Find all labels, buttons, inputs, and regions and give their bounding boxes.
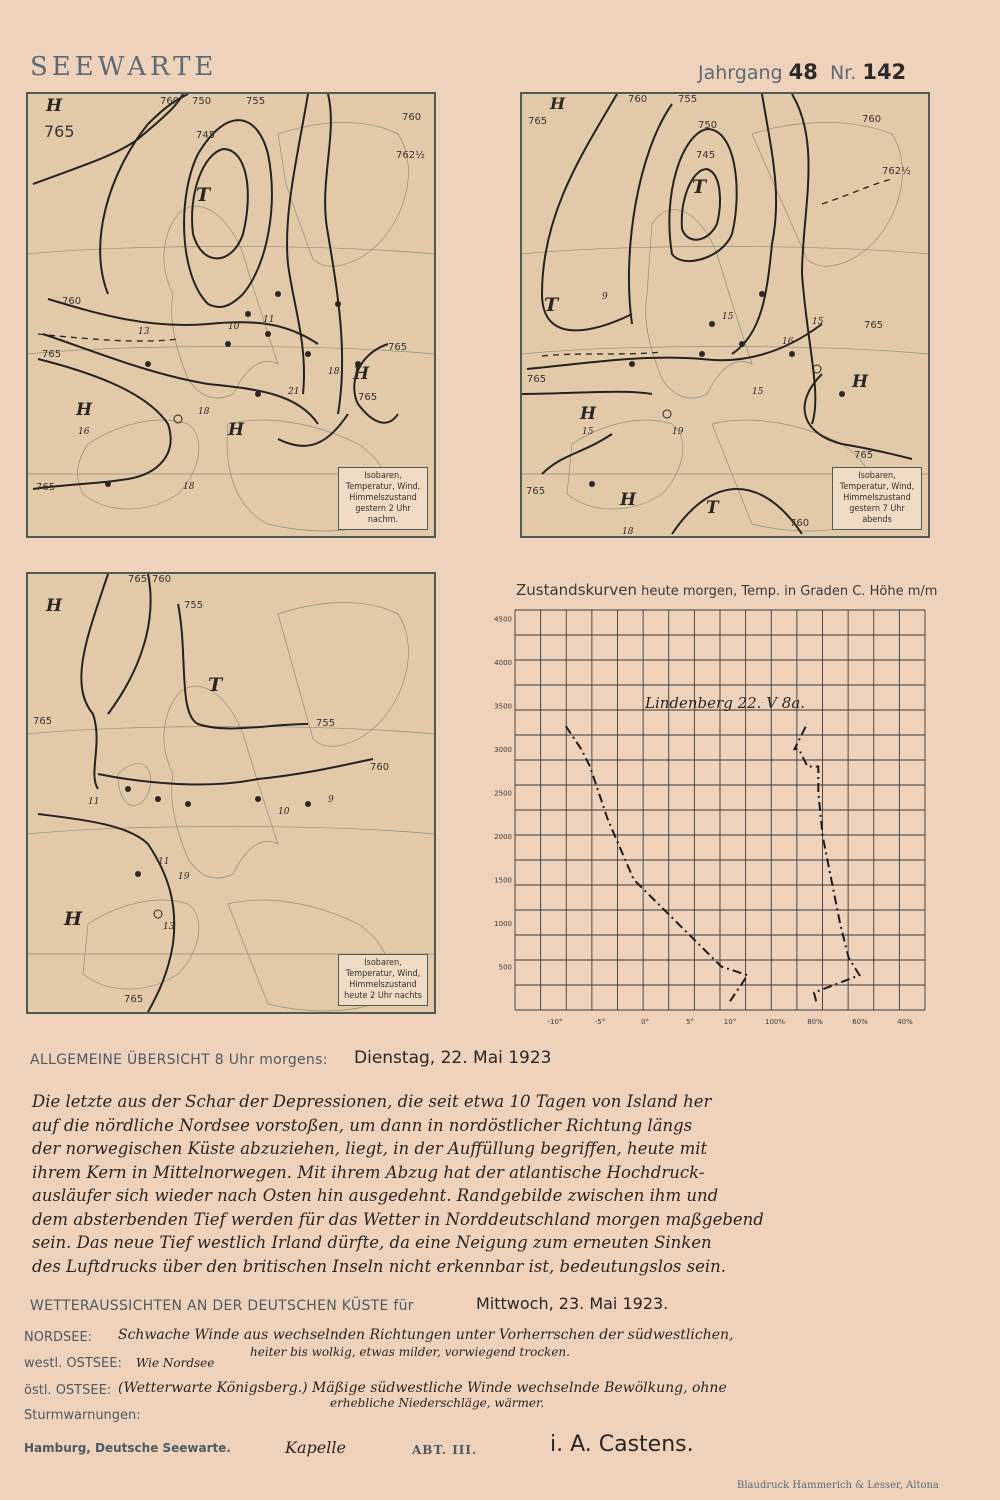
nr-value: 142	[862, 60, 907, 84]
weather-map-1	[26, 92, 436, 538]
overview-line: des Luftdrucks über den britischen Inseln nicht erkennbar ist, bedeutungslos sein.	[32, 1256, 727, 1276]
overview-line: ihrem Kern in Mittelnorwegen. Mit ihrem Abzug hat der atlantische Hochdruck-	[32, 1162, 705, 1182]
map-3-low-letter: T	[208, 674, 223, 696]
map-3-label: 765	[128, 574, 148, 585]
weather-map-2	[520, 92, 930, 538]
map-1-label: 760	[62, 296, 82, 307]
nordsee-text: Schwache Winde aus wechselnden Richtungen unter Vorherrschen der südwestlichen,	[118, 1327, 734, 1343]
map-1-high-letter: H	[46, 96, 63, 116]
map-1-high-letter: H	[353, 364, 370, 384]
map-1-label: 760	[402, 112, 422, 123]
x-tick-label: 0°	[641, 1018, 649, 1026]
svg-text:9: 9	[328, 795, 334, 805]
map-2-label: 745	[696, 150, 716, 161]
x-tick-label: 40%	[897, 1018, 913, 1026]
map-3-isobars	[38, 574, 373, 1012]
westl-ostsee-label: westl. OSTSEE:	[24, 1356, 122, 1371]
map-1-station-marks	[78, 291, 361, 492]
map-1-low-letter: T	[196, 184, 211, 206]
map-2-low-letter: T	[692, 176, 707, 198]
map-2-high-letter: H	[580, 404, 597, 424]
masthead-title: SEEWARTE	[30, 52, 218, 82]
legend-line: Himmelszustand	[843, 493, 911, 503]
map-3-label: 765	[124, 994, 144, 1005]
overview-line: auf die nördliche Nordsee vorstoßen, um dann in nordöstlicher Richtung längs	[32, 1115, 693, 1135]
map-2-high-letter: H	[852, 372, 869, 392]
chart-title-rest: heute morgen, Temp. in Graden C. Höhe	[637, 584, 908, 599]
svg-text:11: 11	[263, 315, 275, 325]
y-tick-label: 2500	[494, 789, 512, 798]
map-3-station-marks	[88, 786, 334, 932]
svg-text:13: 13	[138, 327, 150, 337]
chart-title-main: Zustandskurven	[516, 581, 638, 599]
map-2-label: 762½	[882, 166, 911, 177]
printer-imprint: Blaudruck Hammerich & Lesser, Altona	[737, 1480, 939, 1491]
map-2-high-letter: H	[620, 490, 637, 510]
legend-line: Temperatur, Wind,	[839, 482, 915, 492]
svg-text:10: 10	[228, 322, 240, 332]
legend-line: heute 2 Uhr nachts	[344, 991, 422, 1001]
legend-line: Temperatur, Wind,	[345, 969, 421, 979]
forecast-date: Mittwoch, 23. Mai 1923.	[476, 1294, 669, 1313]
svg-text:18: 18	[183, 482, 195, 492]
overview-line: der norwegischen Küste abzuziehen, liegt, in der Auffüllung begriffen, heute mit	[32, 1139, 708, 1158]
map-1-label: 745	[196, 130, 216, 141]
map-1-high-letter: H	[76, 400, 93, 420]
map-3-label: 755	[184, 600, 204, 611]
x-tick-label: 100%	[764, 1018, 786, 1026]
map-1-label: 765	[42, 349, 62, 360]
weather-map-3	[26, 572, 436, 1014]
y-tick-label: 4500	[494, 615, 512, 624]
svg-text:13: 13	[163, 922, 175, 932]
svg-text:11: 11	[88, 797, 100, 807]
svg-text:15: 15	[582, 427, 594, 437]
map-2-label: 750	[698, 120, 718, 131]
overview-date: Dienstag, 22. Mai 1923	[354, 1048, 552, 1068]
chart-title	[516, 581, 937, 599]
svg-text:19: 19	[178, 872, 190, 882]
x-tick-label: 80%	[807, 1018, 823, 1026]
overview-line: Die letzte aus der Schar der Depressionen, die seit etwa 10 Tagen von Island her	[32, 1092, 712, 1111]
legend-line: Temperatur, Wind,	[345, 482, 421, 492]
map-2-high-letter: H	[550, 94, 566, 113]
svg-text:15: 15	[752, 387, 764, 397]
svg-text:11: 11	[158, 857, 170, 867]
westl-ostsee-text: Wie Nordsee	[136, 1356, 215, 1370]
legend-line: Isobaren,	[858, 471, 896, 481]
oestl-ostsee-text: (Wetterwarte Königsberg.) Mäßige südwestliche Winde wechselnde Bewölkung, ohne	[118, 1380, 727, 1396]
signature-1: Kapelle	[285, 1438, 346, 1457]
map-2-label: 765	[528, 116, 548, 127]
map-2-label: 765	[864, 320, 884, 331]
x-tick-label: -10°	[547, 1018, 563, 1026]
y-tick-label: 2000	[494, 833, 512, 842]
map-2-label: 765	[854, 450, 874, 461]
chart-title-unit: m/m	[907, 584, 938, 599]
svg-text:18: 18	[198, 407, 210, 417]
map-1-label: 762½	[396, 150, 425, 161]
svg-text:15: 15	[812, 317, 824, 327]
map-2-label: 760	[862, 114, 882, 125]
map-2-low-letter: T	[706, 498, 719, 518]
svg-text:9: 9	[602, 292, 608, 302]
oestl-ostsee-label: östl. OSTSEE:	[24, 1383, 112, 1398]
map-3-high-letter: H	[46, 596, 63, 616]
svg-text:16: 16	[78, 427, 90, 437]
map-3-high-letter: H	[64, 908, 82, 930]
legend-line: Isobaren,	[364, 471, 402, 481]
sounding-chart	[490, 600, 930, 1040]
map-2-dashed-isobars	[542, 179, 892, 356]
svg-text:15: 15	[722, 312, 734, 322]
map-3-label: 755	[316, 718, 336, 729]
signature-2: i. A. Castens.	[550, 1432, 694, 1457]
svg-text:19: 19	[672, 427, 684, 437]
map-1-label: 755	[246, 96, 266, 107]
map-3-drawing	[28, 574, 434, 1012]
map-1-label: 765	[388, 342, 408, 353]
map-1-label: 765	[44, 122, 75, 141]
legend-line: Himmelszustand	[349, 980, 417, 990]
legend-line: gestern 7 Uhr abends	[849, 504, 905, 525]
map-2-legend	[832, 467, 922, 530]
chart-annotation: Lindenberg 22. V 8a.	[645, 694, 806, 712]
map-2-label: 755	[678, 94, 698, 105]
department: ABT. III.	[412, 1443, 478, 1457]
y-tick-label: 3500	[494, 702, 512, 711]
forecast-label: WETTERAUSSICHTEN AN DER DEUTSCHEN KÜSTE für	[30, 1298, 414, 1314]
y-tick-label: 4000	[494, 659, 512, 668]
x-tick-label: 10°	[723, 1018, 737, 1026]
map-1-legend	[338, 467, 428, 530]
map-1-high-letter: H	[228, 420, 245, 440]
overview-text	[32, 1090, 922, 1278]
jahrgang-label: Jahrgang	[698, 62, 783, 84]
svg-text:21: 21	[288, 387, 300, 397]
map-3-legend	[338, 954, 428, 1006]
y-tick-label: 1000	[494, 920, 512, 929]
footer-origin: Hamburg, Deutsche Seewarte.	[24, 1441, 231, 1455]
legend-line: Isobaren,	[364, 958, 402, 968]
map-2-low-letter: T	[544, 294, 559, 316]
map-2-label: 760	[628, 94, 648, 105]
map-3-label: 760	[370, 762, 390, 773]
y-tick-label: 1500	[494, 876, 512, 885]
oestl-ostsee-text-2: erhebliche Niederschläge, wärmer.	[330, 1396, 545, 1410]
overview-line: dem absterbenden Tief werden für das Wetter in Norddeutschland morgen maßgebend	[32, 1209, 764, 1229]
map-1-label: 750	[192, 96, 212, 107]
svg-text:16: 16	[782, 337, 794, 347]
legend-line: gestern 2 Uhr nachm.	[355, 504, 411, 525]
legend-line: Himmelszustand	[349, 493, 417, 503]
overview-label: ALLGEMEINE ÜBERSICHT 8 Uhr morgens:	[30, 1052, 328, 1068]
svg-text:10: 10	[278, 807, 290, 817]
overview-line: ausläufer sich wieder nach Osten hin ausgedehnt. Randgebilde zwischen ihm und	[32, 1186, 719, 1205]
jahrgang-value: 48	[788, 60, 818, 84]
x-tick-label: 60%	[852, 1018, 868, 1026]
map-1-label: 765	[36, 482, 56, 493]
issue-info	[698, 60, 906, 84]
overview-line: sein. Das neue Tief westlich Irland dürfte, da eine Neigung zum erneuten Sinken	[32, 1233, 712, 1252]
nordsee-label: NORDSEE:	[24, 1330, 93, 1345]
map-3-label: 765	[33, 716, 53, 727]
map-1-label: 760	[160, 96, 180, 107]
svg-text:18: 18	[328, 367, 340, 377]
svg-text:18: 18	[622, 527, 634, 536]
nordsee-text-2: heiter bis wolkig, etwas milder, vorwiegend trocken.	[250, 1345, 570, 1359]
nr-label: Nr.	[829, 62, 857, 84]
map-3-label: 760	[152, 574, 172, 585]
x-tick-label: 5°	[686, 1018, 694, 1026]
y-tick-label: 500	[498, 963, 512, 972]
map-2-label: 765	[527, 374, 547, 385]
map-2-label: 765	[526, 486, 546, 497]
sturmwarnungen-label: Sturmwarnungen:	[24, 1408, 141, 1423]
x-tick-label: -5°	[594, 1018, 606, 1026]
map-2-label: 760	[790, 518, 810, 529]
map-1-label: 765	[358, 392, 378, 403]
y-tick-label: 3000	[494, 746, 512, 755]
